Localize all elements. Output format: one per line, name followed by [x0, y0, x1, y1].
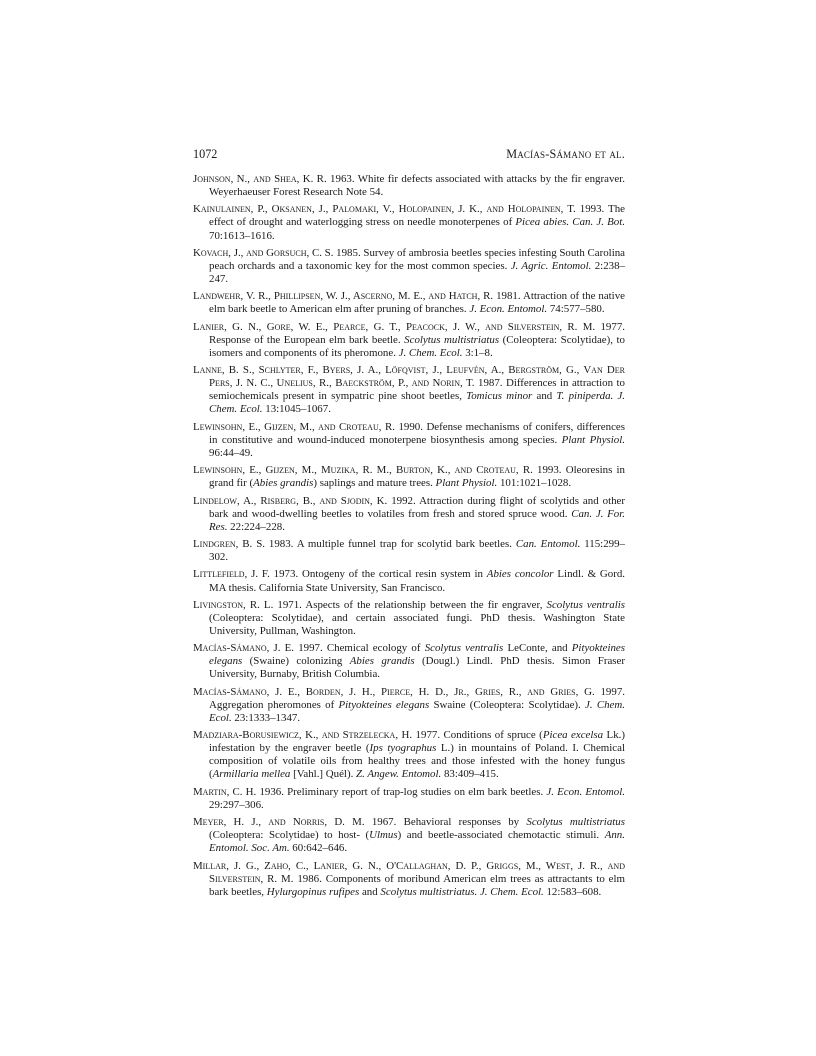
reference-text: 29:297–306. [209, 798, 264, 811]
reference-authors: Livingston, R. L. [193, 598, 274, 611]
reference-italic-text: Pityokteines elegans [338, 698, 430, 711]
reference-text: 1971. Aspects of the relationship between the fir engraver, [273, 598, 547, 611]
reference-italic-text: Can. J. For. Res. [209, 507, 625, 533]
reference-text: 83:409–415. [441, 768, 499, 781]
reference-text: 115:299–302. [209, 538, 625, 564]
reference-text: 3:1–8. [462, 346, 493, 359]
reference-text: ) and beetle-associated chemotactic stimuli. [397, 829, 605, 842]
reference-entry [193, 568, 625, 594]
reference-authors: Lindgren, B. S. [193, 538, 265, 551]
reference-text: 1997. Aggregation pheromones of [209, 685, 625, 711]
reference-authors: Kainulainen, P., Oksanen, J., Palomaki, V., Holopainen, J. K., and Holopainen, T. [193, 203, 576, 216]
reference-italic-text: Scolytus ventralis [424, 642, 504, 655]
reference-italic-text: J. Chem. Ecol. [209, 698, 625, 724]
reference-entry [193, 321, 625, 360]
reference-text: 1963. White fir defects associated with attacks by the fir engraver. Weyerhaeuser Forest Research Note 54. [209, 173, 625, 199]
reference-italic-text: Picea excelsa [542, 729, 604, 742]
reference-text: (Coleoptera: Scolytidae) to host- ( [209, 829, 370, 842]
reference-text: Lindl. & Gord. MA thesis. California State University, San Francisco. [209, 568, 625, 594]
reference-text: 1993. The effect of drought and waterlogging stress on needle monoterpenes of [209, 203, 625, 229]
reference-text: (Coleoptera: Scolytidae), to isomers and components of its pheromone. [209, 333, 625, 359]
reference-text: 1985. Survey of ambrosia beetles species infesting South Carolina peach orchards and a taxonomic key for the most common species. [209, 246, 626, 272]
reference-text: 1936. Preliminary report of trap-log studies on elm bark beetles. [256, 785, 547, 798]
reference-italic-text: Scolytus ventralis [546, 598, 625, 611]
reference-text: 1973. Ontogeny of the cortical resin system in [269, 568, 487, 581]
reference-text: ) saplings and mature trees. [313, 477, 436, 490]
reference-entry [193, 729, 625, 781]
reference-text: 1990. Defense mechanisms of conifers, differences in constitutive and wound-induced monoterpene biosynthesis among species. [209, 420, 625, 446]
reference-text: 60:642–646. [289, 842, 348, 855]
reference-text: 70:1613–1616. [209, 229, 275, 242]
reference-entry [193, 642, 625, 681]
reference-italic-text: J. Chem. Ecol. [398, 346, 463, 359]
reference-text: 1977. Conditions of spruce ( [412, 729, 543, 742]
reference-text: Swaine (Coleoptera: Scolytidae). [429, 698, 586, 711]
reference-text: (Coleoptera: Scolytidae), and certain associated fungi. PhD thesis. Washington State University, Pullman, Washington. [209, 611, 625, 637]
reference-authors: Kovach, J., and Gorsuch, C. S. [193, 246, 334, 259]
reference-italic-text: Ulmus [369, 829, 398, 842]
reference-text: (Swaine) colonizing [242, 655, 350, 668]
reference-italic-text: T. piniperda. J. Chem. Ecol. [209, 390, 626, 416]
reference-entry [193, 173, 625, 199]
page-number: 1072 [193, 147, 218, 161]
reference-authors: Martin, C. H. [193, 785, 257, 798]
reference-entry [193, 786, 625, 812]
reference-entry [193, 599, 625, 638]
reference-authors: Lanne, B. S., Schlyter, F., Byers, J. A., Löfqvist, J., Leufvén, A., Bergström, G., Van Der Pers, J. N. C., Unelius, R., Baeckström, P., and Norin, T. [193, 364, 625, 390]
reference-authors: Meyer, H. J., and Norris, D. M. [193, 816, 365, 829]
reference-italic-text: Picea abies. Can. J. Bot. [515, 216, 625, 229]
reference-italic-text: Pityokteines elegans [209, 642, 625, 668]
reference-text: (Dougl.) Lindl. PhD thesis. Simon Fraser University, Burnaby, British Columbia. [209, 655, 626, 681]
reference-authors: Lewinsohn, E., Gijzen, M., and Croteau, R. [193, 420, 395, 433]
reference-italic-text: J. Econ. Entomol. [546, 785, 625, 798]
reference-authors: Lindelow, A., Risberg, B., and Sjodin, K. [193, 494, 388, 507]
reference-entry [193, 247, 625, 286]
reference-text: 1986. Components of moribund American elm trees as attractants to elm bark beetles, [209, 872, 626, 898]
reference-italic-text: Scolytus multistriatus [526, 816, 625, 829]
reference-italic-text: Plant Physiol. [435, 477, 498, 490]
reference-authors: Madziara-Borusiewicz, K., and Strzelecka, H. [193, 729, 413, 742]
reference-authors: Macías-Sámano, J. E. [193, 642, 295, 655]
reference-entry [193, 290, 625, 316]
reference-text: 1992. Attraction during flight of scolytids and other bark and wood-dwelling beetles to volatiles from fresh and stored spruce wood. [209, 494, 625, 520]
reference-text: Lk.) infestation by the engraver beetle ( [209, 729, 626, 755]
reference-italic-text: Abies grandis [253, 477, 314, 490]
reference-text: 23:1333–1347. [231, 711, 301, 724]
reference-authors: Macías-Sámano, J. E., Borden, J. H., Pierce, H. D., Jr., Gries, R., and Gries, G. [193, 685, 595, 698]
reference-text: 1981. Attraction of the native elm bark beetle to American elm after pruning of branches. [209, 290, 625, 316]
reference-italic-text: Abies grandis [349, 655, 415, 668]
reference-italic-text: Ann. Entomol. Soc. Am. [209, 829, 625, 855]
reference-text: 13:1045–1067. [262, 403, 331, 416]
reference-text: and [359, 885, 381, 898]
reference-italic-text: Armillaria mellea [212, 768, 291, 781]
reference-entry [193, 538, 625, 564]
reference-entry [193, 686, 625, 725]
reference-text: 101:1021–1028. [497, 477, 572, 490]
reference-text: 1997. Chemical ecology of [294, 642, 425, 655]
reference-entry [193, 495, 625, 534]
reference-entry [193, 203, 625, 242]
reference-text: 1987. Differences in attraction to semiochemicals present in sympatric pine shoot beetles, [209, 377, 625, 403]
reference-italic-text: Can. Entomol. [515, 538, 581, 551]
reference-text: 12:583–608. [543, 885, 602, 898]
reference-italic-text: J. Econ. Entomol. [469, 303, 548, 316]
reference-text: 74:577–580. [547, 303, 605, 316]
reference-list [193, 173, 625, 903]
reference-italic-text: Ips tyographus [369, 742, 437, 755]
reference-entry [193, 464, 625, 490]
reference-italic-text: Scolytus multistriatus. J. Chem. Ecol. [380, 885, 544, 898]
reference-italic-text: J. Agric. Entomol. [510, 259, 592, 272]
page-header [193, 146, 625, 162]
reference-italic-text: Z. Angew. Entomol. [356, 768, 442, 781]
reference-authors: Lanier, G. N., Gore, W. E., Pearce, G. T., Peacock, J. W., and Silverstein, R. M. [193, 320, 596, 333]
reference-text: 1983. A multiple funnel trap for scolytid bark beetles. [264, 538, 516, 551]
reference-entry [193, 421, 625, 460]
reference-italic-text: Hylurgopinus rufipes [266, 885, 360, 898]
reference-text: 22:224–228. [227, 520, 285, 533]
reference-text: LeConte, and [503, 642, 572, 655]
reference-text: and [532, 390, 557, 403]
reference-italic-text: Scolytus multistriatus [404, 333, 500, 346]
reference-italic-text: Plant Physiol. [561, 433, 625, 446]
reference-entry [193, 816, 625, 855]
reference-text: 1977. Response of the European elm bark beetle. [209, 320, 625, 346]
reference-text: 1967. Behavioral responses by [364, 816, 527, 829]
reference-italic-text: Abies concolor [486, 568, 554, 581]
running-head: Macías-Sámano et al. [506, 147, 625, 161]
reference-text: L.) in mountains of Poland. I. Chemical composition of volatile oils from healthy trees and those infested with the honey fungus ( [209, 742, 625, 781]
reference-text: 1993. Oleoresins in grand fir ( [209, 464, 625, 490]
reference-authors: Littlefield, J. F. [193, 568, 270, 581]
reference-text: 96:44–49. [209, 446, 253, 459]
reference-entry [193, 860, 625, 899]
reference-authors: Lewinsohn, E., Gijzen, M., Muzika, R. M., Burton, K., and Croteau, R. [193, 464, 533, 477]
reference-authors: Johnson, N., and Shea, K. R. [193, 173, 327, 185]
reference-text: [Vahl.] Quél). [290, 768, 357, 781]
reference-authors: Landwehr, V. R., Phillipsen, W. J., Ascerno, M. E., and Hatch, R. [193, 290, 494, 303]
reference-italic-text: Tomicus minor [466, 390, 533, 403]
reference-authors: Millar, J. G., Zaho, C., Lanier, G. N., O'Callaghan, D. P., Griggs, M., West, J. R., and Silverstein, R. M. [193, 859, 625, 885]
reference-text: 2:238–247. [209, 259, 625, 286]
reference-entry [193, 364, 625, 416]
